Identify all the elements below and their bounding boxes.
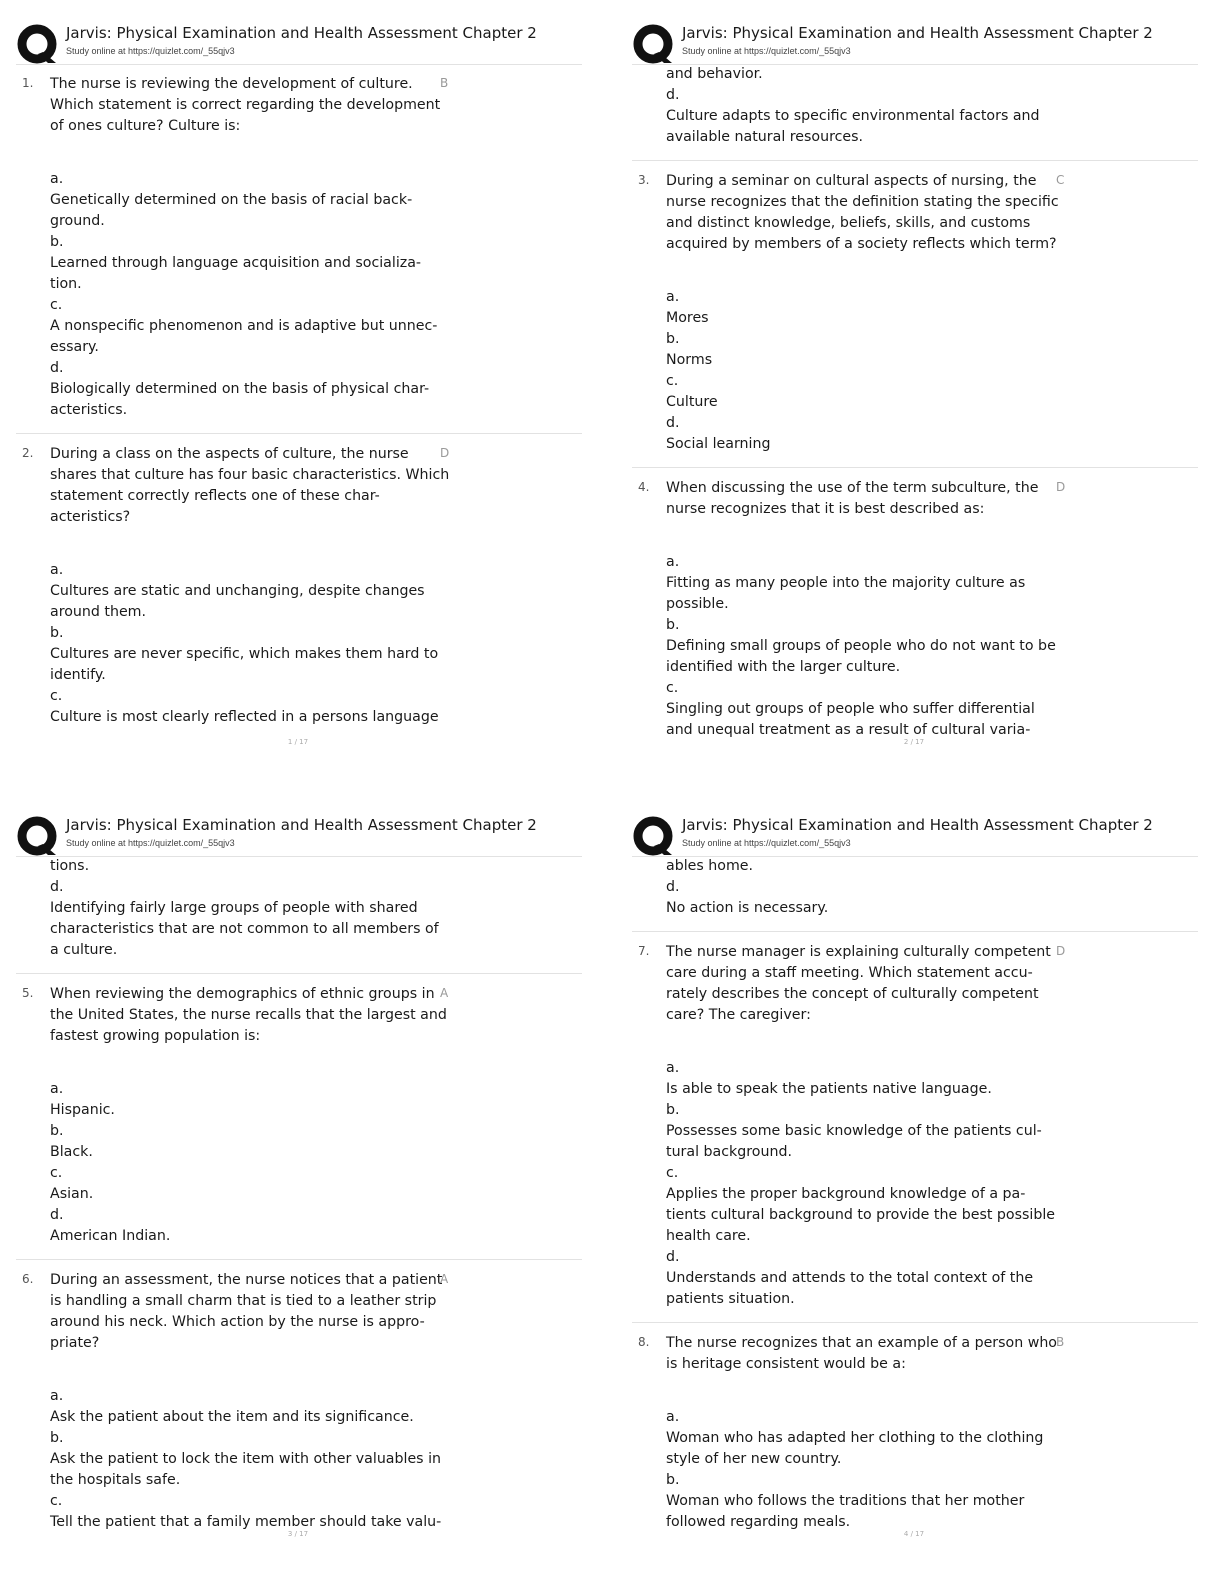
page-2 bbox=[616, 0, 1212, 780]
option-letter: b. bbox=[666, 1102, 680, 1118]
option-text: Learned through language acquisition and socializa- tion. bbox=[50, 255, 422, 292]
option-text: Understands and attends to the total context of the patients situation. bbox=[666, 1270, 1034, 1307]
option-text: Woman who follows the traditions that her mother followed regarding meals. bbox=[666, 1493, 1025, 1530]
option-text: Defining small groups of people who do not want to be identified with the larger culture. bbox=[666, 638, 1056, 675]
question-number: 2. bbox=[22, 446, 34, 460]
question-text: The nurse manager is explaining culturally competent care during a staff meeting. Which statement accu- rately describes the concept of culturally competent care? The caregiver: bbox=[666, 944, 1051, 1023]
page-content bbox=[632, 64, 1198, 741]
option-text: Asian. bbox=[50, 1186, 94, 1202]
option-letter: c. bbox=[50, 1493, 63, 1509]
question-text: When reviewing the demographics of ethnic groups in the United States, the nurse recalls that the largest and fastest growing population is: bbox=[50, 986, 447, 1044]
option-letter: a. bbox=[666, 1060, 680, 1076]
option-text: Norms bbox=[666, 352, 713, 368]
page-content bbox=[16, 856, 582, 1533]
question-text: During a seminar on cultural aspects of nursing, the nurse recognizes that the definition stating the specific and distinct knowledge, beliefs, skills, and customs acquired by members of a society reflects which term? bbox=[666, 173, 1059, 252]
option-letter: a. bbox=[50, 1388, 64, 1404]
answer-options bbox=[632, 1407, 1066, 1533]
answer-key: D bbox=[1056, 944, 1066, 958]
answer-options bbox=[16, 560, 450, 728]
option-letter: d. bbox=[666, 1249, 680, 1265]
page-content bbox=[16, 64, 582, 728]
option-text: Possesses some basic knowledge of the patients cul- tural background. bbox=[666, 1123, 1042, 1160]
page-number: 3 / 17 bbox=[287, 1530, 309, 1538]
question-block bbox=[632, 932, 1198, 1310]
question-block bbox=[632, 1323, 1198, 1533]
question-block bbox=[632, 161, 1198, 455]
page-header bbox=[16, 22, 582, 65]
option-text: Biologically determined on the basis of physical char- acteristics. bbox=[50, 381, 430, 418]
question-text: The nurse recognizes that an example of a person who is heritage consistent would be a: bbox=[666, 1335, 1057, 1372]
option-text: Culture is most clearly reflected in a persons language bbox=[50, 709, 439, 725]
option-text: Fitting as many people into the majority culture as possible. bbox=[666, 575, 1026, 612]
document-title: Jarvis: Physical Examination and Health Assessment Chapter 2 bbox=[66, 24, 537, 42]
answer-key: C bbox=[1056, 173, 1065, 187]
option-letter: a. bbox=[50, 562, 64, 578]
question-number: 7. bbox=[638, 944, 650, 958]
option-text: A nonspecific phenomenon and is adaptive but unnec- essary. bbox=[50, 318, 438, 355]
answer-key: A bbox=[440, 1272, 449, 1286]
answer-options bbox=[16, 1079, 450, 1247]
continued-text: ables home. bbox=[666, 858, 754, 874]
answer-key: B bbox=[1056, 1335, 1065, 1349]
document-title: Jarvis: Physical Examination and Health Assessment Chapter 2 bbox=[682, 24, 1153, 42]
option-letter: a. bbox=[50, 1081, 64, 1097]
option-letter: b. bbox=[50, 1123, 64, 1139]
question-number: 5. bbox=[22, 986, 34, 1000]
option-text: American Indian. bbox=[50, 1228, 171, 1244]
option-text: Tell the patient that a family member should take valu- bbox=[50, 1514, 442, 1530]
option-letter: a. bbox=[50, 171, 64, 187]
answer-options bbox=[632, 287, 1066, 455]
option-letter: a. bbox=[666, 554, 680, 570]
page-header bbox=[16, 814, 582, 857]
option-text: Culture adapts to specific environmental factors and available natural resources. bbox=[666, 108, 1040, 145]
answer-options bbox=[16, 169, 450, 421]
continued-text: tions. bbox=[50, 858, 90, 874]
option-text: No action is necessary. bbox=[666, 900, 829, 916]
option-text: Ask the patient about the item and its significance. bbox=[50, 1409, 414, 1425]
answer-key: B bbox=[440, 76, 449, 90]
study-online-link: Study online at https://quizlet.com/_55qjv3 bbox=[66, 46, 235, 56]
option-letter: c. bbox=[666, 373, 679, 389]
option-text: Cultures are static and unchanging, despite changes around them. bbox=[50, 583, 425, 620]
page-3 bbox=[0, 792, 596, 1572]
question-text: During an assessment, the nurse notices that a patient is handling a small charm that is tied to a leather strip around his neck. Which action by the nurse is appro- priate? bbox=[50, 1272, 443, 1351]
question-number: 4. bbox=[638, 480, 650, 494]
option-letter: d. bbox=[50, 879, 64, 895]
option-text: Genetically determined on the basis of racial back- ground. bbox=[50, 192, 413, 229]
option-letter: d. bbox=[666, 415, 680, 431]
page-number: 4 / 17 bbox=[903, 1530, 925, 1538]
answer-key: A bbox=[440, 986, 449, 1000]
page-4 bbox=[616, 792, 1212, 1572]
option-letter: b. bbox=[50, 625, 64, 641]
option-letter: a. bbox=[666, 1409, 680, 1425]
question-number: 3. bbox=[638, 173, 650, 187]
answer-options bbox=[632, 1058, 1066, 1310]
document-title: Jarvis: Physical Examination and Health Assessment Chapter 2 bbox=[66, 816, 537, 834]
question-block bbox=[16, 974, 582, 1247]
document-title: Jarvis: Physical Examination and Health Assessment Chapter 2 bbox=[682, 816, 1153, 834]
quizlet-logo-icon bbox=[632, 24, 676, 64]
answer-options bbox=[632, 552, 1066, 741]
option-letter: c. bbox=[50, 297, 63, 313]
question-block bbox=[16, 434, 582, 728]
option-letter: d. bbox=[666, 879, 680, 895]
continued-text: and behavior. bbox=[666, 66, 763, 82]
page-header bbox=[632, 814, 1198, 857]
option-letter: b. bbox=[50, 1430, 64, 1446]
option-letter: c. bbox=[666, 680, 679, 696]
option-text: Ask the patient to lock the item with other valuables in the hospitals safe. bbox=[50, 1451, 442, 1488]
option-letter: c. bbox=[50, 688, 63, 704]
option-text: Social learning bbox=[666, 436, 771, 452]
page-1 bbox=[0, 0, 596, 780]
option-letter: d. bbox=[50, 1207, 64, 1223]
option-letter: c. bbox=[50, 1165, 63, 1181]
option-text: Woman who has adapted her clothing to the clothing style of her new country. bbox=[666, 1430, 1044, 1467]
question-block bbox=[16, 1260, 582, 1533]
page-content bbox=[632, 856, 1198, 1533]
page-number: 2 / 17 bbox=[903, 738, 925, 746]
quizlet-logo-icon bbox=[16, 24, 60, 64]
option-text: Applies the proper background knowledge of a pa- tients cultural background to provide the best possible health care. bbox=[666, 1186, 1055, 1244]
option-letter: b. bbox=[666, 331, 680, 347]
study-online-link: Study online at https://quizlet.com/_55qjv3 bbox=[682, 838, 851, 848]
answer-options bbox=[16, 1386, 450, 1533]
quizlet-logo-icon bbox=[16, 816, 60, 856]
option-letter: c. bbox=[666, 1165, 679, 1181]
option-text: Identifying fairly large groups of people with shared characteristics that are not common to all members of a culture. bbox=[50, 900, 439, 958]
option-text: Is able to speak the patients native language. bbox=[666, 1081, 992, 1097]
option-letter: d. bbox=[50, 360, 64, 376]
question-number: 6. bbox=[22, 1272, 34, 1286]
question-number: 1. bbox=[22, 76, 34, 90]
study-online-link: Study online at https://quizlet.com/_55qjv3 bbox=[682, 46, 851, 56]
option-text: Black. bbox=[50, 1144, 93, 1160]
answer-key: D bbox=[440, 446, 450, 460]
question-block bbox=[632, 468, 1198, 741]
option-text: Hispanic. bbox=[50, 1102, 115, 1118]
option-letter: b. bbox=[666, 1472, 680, 1488]
study-online-link: Study online at https://quizlet.com/_55qjv3 bbox=[66, 838, 235, 848]
page-number: 1 / 17 bbox=[287, 738, 309, 746]
option-letter: b. bbox=[666, 617, 680, 633]
page-header bbox=[632, 22, 1198, 65]
question-text: When discussing the use of the term subculture, the nurse recognizes that it is best described as: bbox=[666, 480, 1039, 517]
option-letter: a. bbox=[666, 289, 680, 305]
option-text: Cultures are never specific, which makes them hard to identify. bbox=[50, 646, 439, 683]
question-block bbox=[16, 64, 582, 421]
option-letter: b. bbox=[50, 234, 64, 250]
option-text: Mores bbox=[666, 310, 709, 326]
option-letter: d. bbox=[666, 87, 680, 103]
quizlet-logo-icon bbox=[632, 816, 676, 856]
answer-key: D bbox=[1056, 480, 1066, 494]
option-text: Singling out groups of people who suffer differential and unequal treatment as a result of cultural varia- bbox=[666, 701, 1035, 738]
question-number: 8. bbox=[638, 1335, 650, 1349]
question-text: During a class on the aspects of culture, the nurse shares that culture has four basic characteristics. Which statement correctly reflects one of these char- acteristics? bbox=[50, 446, 450, 525]
option-text: Culture bbox=[666, 394, 718, 410]
question-text: The nurse is reviewing the development of culture. Which statement is correct regarding the development of ones culture? Culture is: bbox=[50, 76, 441, 134]
